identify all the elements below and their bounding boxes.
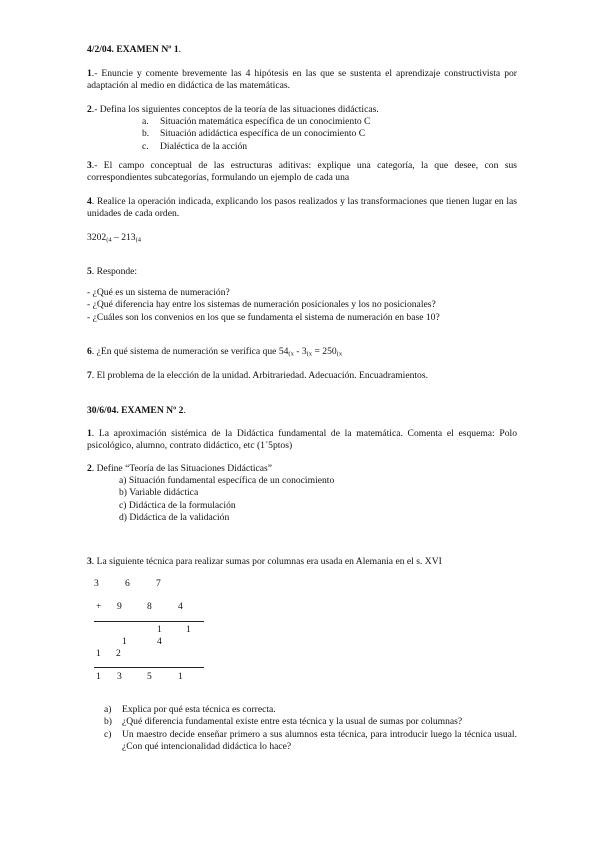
carry-digit: 1 [96,648,101,659]
exam1-title: 4/2/04. EXAMEN Nº 1. [87,44,182,55]
exam1-question-6: 6. ¿En qué sistema de numeración se verifica que $54_{(x} - 3_{(x} = 250_{(x}$ [87,346,343,358]
carry-digit: 1 [157,624,162,635]
addend2-digit: 9 [117,601,122,612]
list-item: b) ¿Qué diferencia fundamental existe entre esta técnica y la usual de sumas por columnas? [104,716,463,728]
addend1-digit: 6 [125,578,130,589]
list-item: b. Situación adidáctica específica de un conocimiento C [142,128,366,140]
exam1-question-2-list [87,116,517,153]
list-item: a) Situación fundamental específica de un conocimiento [119,475,335,486]
list-item: b) Variable didáctica [119,487,199,499]
carry-digit: 2 [116,648,121,659]
exam2-question-3: 3. La siguiente técnica para realizar sumas por columnas era usada en Alemania en el s. XVI [87,556,442,567]
list-item: c) Un maestro decide enseñar primero a sus alumnos esta técnica, para introducir luego la técnica usual. ¿Con qué intencionalidad didáctica lo hace? [104,728,517,753]
list-item: c. Dialéctica de la acción [142,140,248,152]
result-digit: 1 [178,671,183,682]
list-item: - ¿Qué es un sistema de numeración? [87,287,230,298]
carry-digit: 4 [157,636,162,647]
list-item: - ¿Cuáles son los convenios en los que se fundamenta el sistema de numeración en base 10? [87,311,440,323]
list-item: d) Didáctica de la validación [119,512,230,524]
carry-digit: 1 [122,636,127,647]
result-line [94,667,204,668]
exam1-question-4: 4. Realice la operación indicada, explicando los pasos realizados y las transformaciones que tienen lugar en las unidades de cada orden. [87,196,517,220]
exam1-question-7: 7. El problema de la elección de la unidad. Arbitrariedad. Adecuación. Encuadramientos. [87,370,428,381]
result-digit: 3 [117,671,122,682]
addend2-digit: 4 [178,601,183,612]
exam2-question-2: 2. Define “Teoría de las Situaciones Didácticas” [87,463,272,474]
addend1-digit: 3 [94,578,99,589]
addend2-digit: 8 [147,601,152,612]
exam1-question-4-operation: $3202_{(4} - 213_{(4}$ [87,232,142,244]
plus-sign: + [96,601,102,612]
exam1-question-1: 1.- Enuncie y comente brevemente las 4 hipótesis en las que se sustenta el aprendizaje constructivista por adaptación al medio en didáctica de las matemáticas. [87,68,517,92]
exam1-question-5: 5. Responde: [87,266,138,277]
exam2-title: 30/6/04. EXAMEN Nº 2. [87,405,186,416]
addend1-digit: 7 [156,578,161,589]
exam1-question-2: 2.- Defina los siguientes conceptos de la teoría de las situaciones didácticas. [87,104,379,115]
carry-digit: 1 [186,624,191,635]
exam2-question-3-list [87,704,517,754]
list-item: - ¿Qué diferencia hay entre los sistemas de numeración posicionales y los no posicionales? [87,299,436,311]
list-item: c) Didáctica de la formulación [119,499,236,511]
exam1-question-3: 3.- El campo conceptual de las estructuras aditivas: explique una categoría, la que desee, con sus correspondientes subcategorías, formulando un ejemplo de cada una [87,160,517,184]
list-item: a) Explica por qué esta técnica es correcta. [104,704,276,715]
exam1-question-5-list [87,287,517,324]
result-digit: 1 [96,671,101,682]
exam2-question-2-list [87,475,517,525]
result-digit: 5 [147,671,152,682]
list-item: a. Situación matemática específica de un conocimiento C [142,116,371,127]
sum-line [94,621,204,622]
exam2-question-1: 1. La aproximación sistémica de la Didáctica fundamental de la matemática. Comenta el esquema: Polo psicológico, alumno, contrato didáctico, etc (1´5ptos) [87,428,517,452]
